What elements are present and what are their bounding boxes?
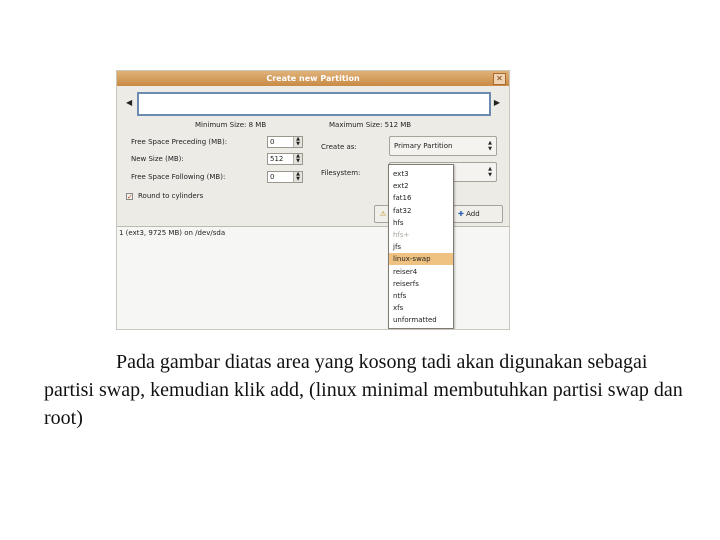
filesystem-option[interactable]: fat16 [393,194,412,203]
minimum-size-label: Minimum Size: 8 MB [195,121,267,129]
resize-left-arrow-icon[interactable]: ◀ [126,98,133,107]
partition-info-text: 1 (ext3, 9725 MB) on /dev/sda [119,229,226,237]
chevron-updown-icon: ▲ ▼ [488,166,492,178]
filesystem-dropdown-list[interactable] [388,164,454,329]
filesystem-option[interactable]: ext3 [393,170,409,178]
free-space-preceding-label: Free Space Preceding (MB): [131,138,228,146]
filesystem-option[interactable]: hfs [393,218,404,227]
create-as-label: Create as: [321,143,357,151]
free-space-following-input[interactable] [267,171,303,183]
filesystem-option[interactable]: linux-swap [389,253,453,265]
free-space-following-label: Free Space Following (MB): [131,173,226,181]
filesystem-label: Filesystem: [321,169,361,177]
add-button-label: Add [466,210,480,218]
round-to-cylinders-checkbox[interactable]: ✓ [127,193,133,201]
caption-paragraph [44,348,684,432]
resize-right-arrow-icon[interactable]: ▶ [493,98,500,107]
free-space-preceding-value: 0 [270,138,275,146]
caption-text: Pada gambar diatas area yang kosong tadi akan digunakan sebagai partisi swap, kemudian klik add, (linux minimal membutuhkan partisi swap dan root) [44,351,683,429]
round-to-cylinders-label: Round to cylinders [138,192,204,200]
spin-arrows-icon[interactable]: ▲ ▼ [293,154,302,164]
dialog-title: Create new Partition [266,74,360,83]
filesystem-option[interactable]: unformatted [393,316,437,325]
new-size-input[interactable] [267,153,303,165]
partition-size-bar[interactable] [137,92,491,116]
maximum-size-label: Maximum Size: 512 MB [329,121,412,129]
create-as-value: Primary Partition [394,142,453,150]
filesystem-option[interactable]: fat32 [393,206,412,215]
add-icon: ✚ [458,210,464,218]
new-size-value: 512 [270,155,284,163]
spin-arrows-icon[interactable]: ▲ ▼ [293,172,302,182]
free-space-preceding-input[interactable] [267,136,303,148]
filesystem-option[interactable]: reiser4 [393,267,418,276]
add-button[interactable] [453,205,503,223]
create-partition-dialog [116,70,510,330]
filesystem-option[interactable]: ntfs [393,292,407,300]
new-size-label: New Size (MB): [131,155,184,163]
dialog-titlebar [117,71,509,86]
filesystem-option: hfs+ [393,231,410,239]
free-space-following-value: 0 [270,173,275,181]
warning-icon: ⚠ [379,210,387,218]
filesystem-option[interactable]: xfs [393,304,404,313]
chevron-updown-icon: ▲ ▼ [488,140,492,152]
spin-arrows-icon[interactable]: ▲ ▼ [293,137,302,147]
filesystem-option[interactable]: ext2 [393,182,409,191]
filesystem-option[interactable]: jfs [393,243,402,252]
filesystem-option[interactable]: reiserfs [393,279,419,288]
create-as-select[interactable] [389,136,497,156]
close-icon[interactable]: ✕ [493,73,506,85]
